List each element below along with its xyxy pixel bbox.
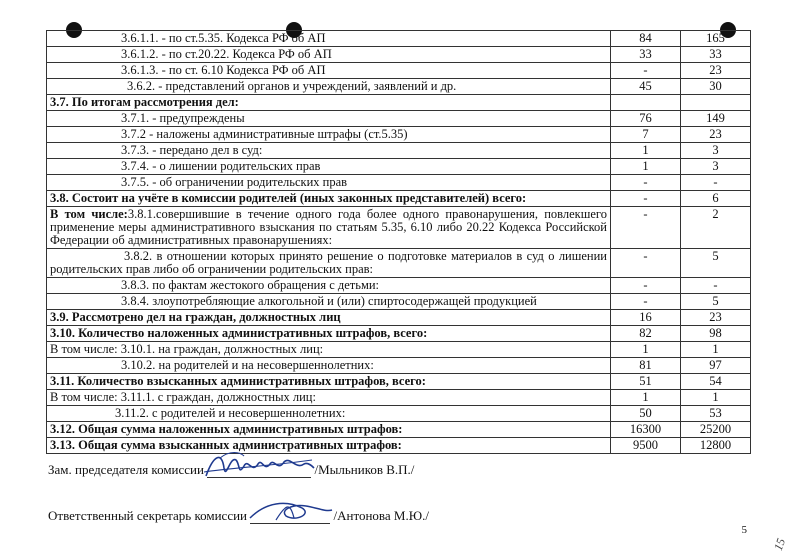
table-row — [47, 111, 751, 127]
row-label: 3.11. Количество взысканных административных штрафов, всего: — [47, 374, 611, 390]
row-value-1: 16300 — [611, 422, 681, 438]
row-value-2: 1 — [681, 390, 751, 406]
corner-handwritten-mark: 15 — [770, 536, 789, 553]
row-label: 3.6.1.2. - по ст.20.22. Кодекса РФ об АП — [47, 47, 611, 63]
row-label: 3.13. Общая сумма взысканных административных штрафов: — [47, 438, 611, 454]
row-label: 3.7. По итогам рассмотрения дел: — [47, 95, 611, 111]
row-value-2: 23 — [681, 310, 751, 326]
row-value-1: - — [611, 294, 681, 310]
row-value-2: 3 — [681, 159, 751, 175]
table-row — [47, 31, 751, 47]
row-label: В том числе: 3.11.1. с граждан, должностных лиц: — [47, 390, 611, 406]
row-label: 3.8.3. по фактам жестокого обращения с детьми: — [47, 278, 611, 294]
table-row — [47, 374, 751, 390]
row-value-1: 9500 — [611, 438, 681, 454]
row-value-1: 1 — [611, 143, 681, 159]
row-label-prefix: В том числе: — [50, 207, 128, 221]
row-label: 3.6.1.3. - по ст. 6.10 Кодекса РФ об АП — [47, 63, 611, 79]
row-value-2: - — [681, 278, 751, 294]
row-value-1: 82 — [611, 326, 681, 342]
row-value-1: - — [611, 278, 681, 294]
row-value-1: - — [611, 175, 681, 191]
row-label: 3.7.1. - предупреждены — [47, 111, 611, 127]
row-value-1: 81 — [611, 358, 681, 374]
row-value-2 — [681, 95, 751, 111]
row-value-2: 97 — [681, 358, 751, 374]
deputy-name: /Мыльников В.П./ — [314, 462, 415, 477]
row-value-1: 7 — [611, 127, 681, 143]
row-label: 3.10.2. на родителей и на несовершеннолетних: — [47, 358, 611, 374]
row-value-1: - — [611, 63, 681, 79]
row-label: 3.7.2 - наложены административные штрафы (ст.5.35) — [47, 127, 611, 143]
row-value-1: - — [611, 249, 681, 278]
row-value-2: 2 — [681, 207, 751, 249]
row-label: 3.11.2. с родителей и несовершеннолетних: — [47, 406, 611, 422]
row-value-1: 1 — [611, 159, 681, 175]
row-label: 3.10. Количество наложенных административных штрафов, всего: — [47, 326, 611, 342]
row-value-2: 6 — [681, 191, 751, 207]
row-label-text: 3.8.1.совершившие в течение одного года более одного правонарушения, повлекшего применение меры административного взыскания по статьям 5.35, 6.10 либо 20.22 Кодекса Российской Федерации об административных правонарушениях: — [50, 207, 607, 247]
row-value-1: 45 — [611, 79, 681, 95]
row-label: 3.8.4. злоупотребляющие алкогольной и (или) спиртосодержащей продукцией — [47, 294, 611, 310]
row-value-2: 54 — [681, 374, 751, 390]
row-value-2: 1 — [681, 342, 751, 358]
table-row — [47, 438, 751, 454]
row-value-1: 84 — [611, 31, 681, 47]
table-row — [47, 342, 751, 358]
row-value-1: - — [611, 191, 681, 207]
table-row — [47, 63, 751, 79]
row-value-1: 50 — [611, 406, 681, 422]
table-row — [47, 79, 751, 95]
table-row — [47, 390, 751, 406]
page-number: 5 — [741, 524, 747, 536]
table-row — [47, 47, 751, 63]
secretary-handwritten-signature — [246, 496, 336, 526]
row-label — [47, 207, 611, 249]
table-row — [47, 207, 751, 249]
row-label: В том числе: 3.10.1. на граждан, должностных лиц: — [47, 342, 611, 358]
table-row — [47, 143, 751, 159]
row-label: 3.6.2. - представлений органов и учреждений, заявлений и др. — [47, 79, 611, 95]
row-value-1: 16 — [611, 310, 681, 326]
row-value-1: 51 — [611, 374, 681, 390]
row-value-2: 23 — [681, 127, 751, 143]
deputy-handwritten-signature — [200, 446, 320, 486]
row-value-2: 25200 — [681, 422, 751, 438]
deputy-label: Зам. председателя комиссии — [48, 462, 204, 477]
row-value-1 — [611, 95, 681, 111]
row-label: 3.12. Общая сумма наложенных административных штрафов: — [47, 422, 611, 438]
row-value-1: 33 — [611, 47, 681, 63]
table-row — [47, 95, 751, 111]
secretary-signature-line — [48, 508, 429, 524]
row-value-1: - — [611, 207, 681, 249]
row-value-2: 149 — [681, 111, 751, 127]
table-row — [47, 422, 751, 438]
table-row — [47, 294, 751, 310]
row-label: 3.6.1.1. - по ст.5.35. Кодекса РФ об АП — [47, 31, 611, 47]
row-value-2: 5 — [681, 249, 751, 278]
row-value-2: 53 — [681, 406, 751, 422]
row-label: 3.7.4. - о лишении родительских прав — [47, 159, 611, 175]
row-value-2: 5 — [681, 294, 751, 310]
statistics-table — [46, 30, 751, 454]
row-value-2: 98 — [681, 326, 751, 342]
table-row — [47, 175, 751, 191]
table-row — [47, 358, 751, 374]
secretary-name: /Антонова М.Ю./ — [333, 508, 429, 523]
row-value-1: 1 — [611, 342, 681, 358]
table-row — [47, 278, 751, 294]
row-value-2: 12800 — [681, 438, 751, 454]
row-label: 3.7.5. - об ограничении родительских прав — [47, 175, 611, 191]
table-row — [47, 249, 751, 278]
row-value-2: 30 — [681, 79, 751, 95]
table-row — [47, 191, 751, 207]
table-row — [47, 406, 751, 422]
row-value-2: 33 — [681, 47, 751, 63]
secretary-label: Ответственный секретарь комиссии — [48, 508, 247, 523]
row-value-1: 76 — [611, 111, 681, 127]
row-label: 3.8. Состоит на учёте в комиссии родителей (иных законных представителей) всего: — [47, 191, 611, 207]
row-label: 3.7.3. - передано дел в суд: — [47, 143, 611, 159]
row-value-2: 165 — [681, 31, 751, 47]
table-row — [47, 326, 751, 342]
row-value-1: 1 — [611, 390, 681, 406]
row-value-2: - — [681, 175, 751, 191]
row-value-2: 3 — [681, 143, 751, 159]
row-label: 3.8.2. в отношении которых принято решение о подготовке материалов в суд о лишении родительских прав либо об ограничении родительских прав: — [47, 249, 611, 278]
row-label: 3.9. Рассмотрено дел на граждан, должностных лиц — [47, 310, 611, 326]
table-row — [47, 159, 751, 175]
row-value-2: 23 — [681, 63, 751, 79]
table-row — [47, 127, 751, 143]
table-row — [47, 310, 751, 326]
